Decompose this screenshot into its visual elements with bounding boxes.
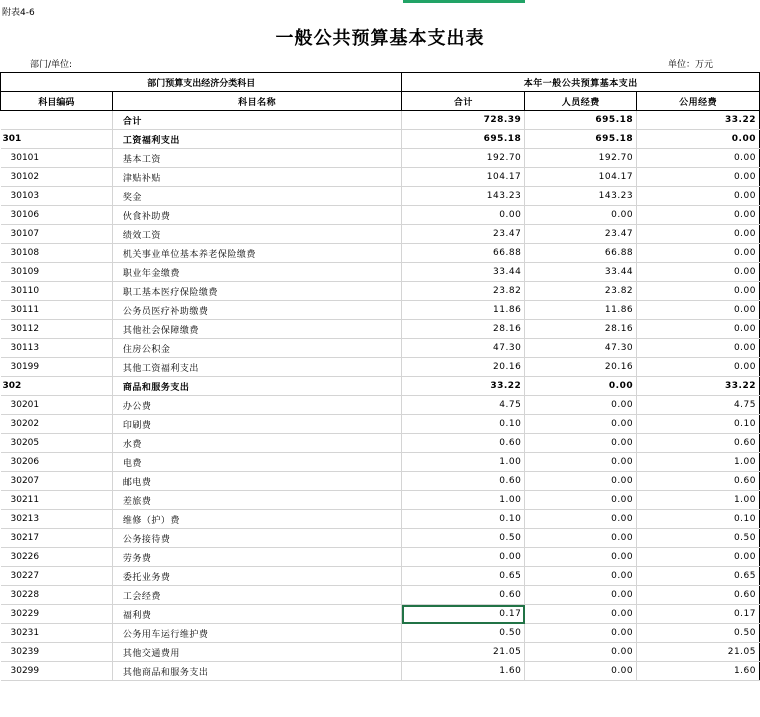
table-row: [1, 301, 760, 320]
active-column-indicator: [403, 0, 525, 3]
cell-total[interactable]: 0.60: [402, 586, 525, 605]
cell-personnel[interactable]: 28.16: [525, 320, 637, 339]
cell-name[interactable]: 办公费: [112, 396, 402, 415]
cell-personnel[interactable]: 0.00: [525, 624, 637, 643]
table-row: [1, 282, 760, 301]
table-row: [1, 187, 760, 206]
cell-public[interactable]: 1.60: [637, 662, 760, 681]
cell-public[interactable]: 0.60: [637, 472, 760, 491]
cell-total[interactable]: 23.47: [402, 225, 525, 244]
cell-code[interactable]: 30228: [1, 586, 113, 605]
cell-public[interactable]: 0.10: [637, 415, 760, 434]
cell-name[interactable]: 公务员医疗补助缴费: [112, 301, 402, 320]
table-row: [1, 244, 760, 263]
cell-total[interactable]: 192.70: [402, 149, 525, 168]
cell-personnel[interactable]: 0.00: [525, 586, 637, 605]
cell-total[interactable]: 1.60: [402, 662, 525, 681]
cell-total[interactable]: 33.22: [402, 377, 525, 396]
table-row: [1, 149, 760, 168]
cell-code[interactable]: 30103: [1, 187, 113, 206]
sheet-top-edge: [0, 0, 760, 3]
cell-personnel[interactable]: 0.00: [525, 206, 637, 225]
cell-code[interactable]: 30211: [1, 491, 113, 510]
cell-name[interactable]: 劳务费: [112, 548, 402, 567]
cell-personnel[interactable]: 0.00: [525, 567, 637, 586]
cell-personnel[interactable]: 0.00: [525, 605, 637, 624]
header-personnel[interactable]: 人员经费: [525, 92, 637, 111]
table-row: [1, 662, 760, 681]
cell-personnel[interactable]: 0.00: [525, 415, 637, 434]
cell-total[interactable]: 143.23: [402, 187, 525, 206]
cell-total[interactable]: 0.60: [402, 472, 525, 491]
cell-personnel[interactable]: 0.00: [525, 510, 637, 529]
cell-personnel[interactable]: 47.30: [525, 339, 637, 358]
cell-public[interactable]: 0.00: [637, 263, 760, 282]
table-row: [1, 206, 760, 225]
cell-public[interactable]: 0.00: [637, 130, 760, 149]
cell-name[interactable]: 维修（护）费: [112, 510, 402, 529]
cell-personnel[interactable]: 0.00: [525, 529, 637, 548]
cell-name[interactable]: 工会经费: [112, 586, 402, 605]
cell-code[interactable]: 30217: [1, 529, 113, 548]
table-row: [1, 472, 760, 491]
cell-code[interactable]: 30239: [1, 643, 113, 662]
cell-personnel[interactable]: 0.00: [525, 491, 637, 510]
page-title: 一般公共预算基本支出表: [275, 28, 485, 49]
cell-public[interactable]: 0.00: [637, 187, 760, 206]
cell-total[interactable]: 21.05: [402, 643, 525, 662]
table-row: [1, 168, 760, 187]
cell-total[interactable]: 11.86: [402, 301, 525, 320]
cell-code[interactable]: 30231: [1, 624, 113, 643]
header-public[interactable]: 公用经费: [637, 92, 760, 111]
cell-public[interactable]: 0.17: [637, 605, 760, 624]
cell-public[interactable]: 4.75: [637, 396, 760, 415]
table-row: [1, 586, 760, 605]
cell-code[interactable]: 30109: [1, 263, 113, 282]
cell-public[interactable]: 0.00: [637, 282, 760, 301]
header-code[interactable]: 科目编码: [1, 92, 113, 111]
cell-personnel[interactable]: 33.44: [525, 263, 637, 282]
cell-personnel[interactable]: 20.16: [525, 358, 637, 377]
cell-personnel[interactable]: 0.00: [525, 643, 637, 662]
cell-public[interactable]: 0.00: [637, 206, 760, 225]
cell-name[interactable]: 电费: [112, 453, 402, 472]
cell-public[interactable]: 0.50: [637, 529, 760, 548]
cell-total[interactable]: 1.00: [402, 453, 525, 472]
cell-personnel[interactable]: 0.00: [525, 548, 637, 567]
cell-public[interactable]: 21.05: [637, 643, 760, 662]
cell-public[interactable]: 0.50: [637, 624, 760, 643]
table-row: [1, 453, 760, 472]
cell-public[interactable]: 33.22: [637, 111, 760, 130]
cell-name[interactable]: 其他交通费用: [112, 643, 402, 662]
cell-public[interactable]: 0.00: [637, 320, 760, 339]
cell-name[interactable]: 公务接待费: [112, 529, 402, 548]
cell-code[interactable]: 30101: [1, 149, 113, 168]
cell-name[interactable]: 职工基本医疗保险缴费: [112, 282, 402, 301]
cell-name[interactable]: 福利费: [112, 605, 402, 624]
cell-public[interactable]: 0.00: [637, 225, 760, 244]
cell-name[interactable]: 其他商品和服务支出: [112, 662, 402, 681]
cell-code[interactable]: 30202: [1, 415, 113, 434]
cell-personnel[interactable]: 11.86: [525, 301, 637, 320]
cell-name[interactable]: 印刷费: [112, 415, 402, 434]
cell-name[interactable]: 邮电费: [112, 472, 402, 491]
cell-name[interactable]: 机关事业单位基本养老保险缴费: [112, 244, 402, 263]
cell-personnel[interactable]: 695.18: [525, 111, 637, 130]
attachment-label: 附表4-6: [2, 8, 35, 18]
cell-public[interactable]: 0.10: [637, 510, 760, 529]
table-row: [1, 529, 760, 548]
cell-total[interactable]: 33.44: [402, 263, 525, 282]
cell-total[interactable]: 0.50: [402, 624, 525, 643]
cell-name[interactable]: 住房公积金: [112, 339, 402, 358]
table-row: [1, 339, 760, 358]
table-row: [1, 263, 760, 282]
cell-name[interactable]: 合计: [112, 111, 402, 130]
cell-total[interactable]: 0.10: [402, 510, 525, 529]
table-row: [1, 491, 760, 510]
cell-total[interactable]: 28.16: [402, 320, 525, 339]
cell-name[interactable]: 奖金: [112, 187, 402, 206]
cell-code[interactable]: 30227: [1, 567, 113, 586]
cell-code[interactable]: [1, 111, 113, 130]
cell-total[interactable]: 0.17: [402, 605, 525, 624]
cell-public[interactable]: 0.00: [637, 339, 760, 358]
table-row: [1, 396, 760, 415]
cell-code[interactable]: 30107: [1, 225, 113, 244]
cell-personnel[interactable]: 0.00: [525, 453, 637, 472]
cell-code[interactable]: 30113: [1, 339, 113, 358]
cell-code[interactable]: 30206: [1, 453, 113, 472]
header-total[interactable]: 合计: [402, 92, 525, 111]
cell-personnel[interactable]: 0.00: [525, 662, 637, 681]
cell-total[interactable]: 0.00: [402, 206, 525, 225]
table-row: [1, 130, 760, 149]
cell-code[interactable]: 30111: [1, 301, 113, 320]
cell-personnel[interactable]: 66.88: [525, 244, 637, 263]
budget-table: [0, 72, 760, 681]
cell-code[interactable]: 30299: [1, 662, 113, 681]
cell-total[interactable]: 4.75: [402, 396, 525, 415]
table-row: [1, 510, 760, 529]
cell-code[interactable]: 30226: [1, 548, 113, 567]
cell-personnel[interactable]: 0.00: [525, 472, 637, 491]
cell-public[interactable]: 0.00: [637, 358, 760, 377]
table-row: [1, 415, 760, 434]
cell-public[interactable]: 0.60: [637, 586, 760, 605]
cell-personnel[interactable]: 143.23: [525, 187, 637, 206]
cell-name[interactable]: 公务用车运行维护费: [112, 624, 402, 643]
cell-total[interactable]: 0.00: [402, 548, 525, 567]
cell-public[interactable]: 0.00: [637, 168, 760, 187]
cell-total[interactable]: 0.60: [402, 434, 525, 453]
cell-total[interactable]: 0.65: [402, 567, 525, 586]
header-group-right[interactable]: 本年一般公共预算基本支出: [402, 73, 760, 92]
cell-public[interactable]: 0.60: [637, 434, 760, 453]
cell-code[interactable]: 30110: [1, 282, 113, 301]
cell-total[interactable]: 728.39: [402, 111, 525, 130]
cell-code[interactable]: 30229: [1, 605, 113, 624]
department-label: 部门/单位:: [30, 60, 73, 70]
cell-code[interactable]: 301: [1, 130, 113, 149]
cell-name[interactable]: 职业年金缴费: [112, 263, 402, 282]
cell-code[interactable]: 30207: [1, 472, 113, 491]
cell-public[interactable]: 0.00: [637, 244, 760, 263]
cell-total[interactable]: 695.18: [402, 130, 525, 149]
table-row: [1, 548, 760, 567]
cell-public[interactable]: 0.00: [637, 149, 760, 168]
table-header-group-row: [1, 73, 760, 92]
cell-code[interactable]: 30205: [1, 434, 113, 453]
table-row: [1, 605, 760, 624]
cell-total[interactable]: 20.16: [402, 358, 525, 377]
cell-code[interactable]: 30106: [1, 206, 113, 225]
cell-public[interactable]: 1.00: [637, 491, 760, 510]
cell-code[interactable]: 30201: [1, 396, 113, 415]
cell-name[interactable]: 其他社会保障缴费: [112, 320, 402, 339]
table-row: [1, 434, 760, 453]
cell-name[interactable]: 水费: [112, 434, 402, 453]
cell-code[interactable]: 30102: [1, 168, 113, 187]
table-row: [1, 225, 760, 244]
cell-name[interactable]: 绩效工资: [112, 225, 402, 244]
cell-name[interactable]: 其他工资福利支出: [112, 358, 402, 377]
cell-total[interactable]: 0.50: [402, 529, 525, 548]
cell-total[interactable]: 66.88: [402, 244, 525, 263]
cell-total[interactable]: 47.30: [402, 339, 525, 358]
table-row: [1, 377, 760, 396]
cell-total[interactable]: 104.17: [402, 168, 525, 187]
cell-code[interactable]: 30199: [1, 358, 113, 377]
table-header-row: [1, 92, 760, 111]
cell-personnel[interactable]: 23.82: [525, 282, 637, 301]
cell-public[interactable]: 33.22: [637, 377, 760, 396]
cell-total[interactable]: 1.00: [402, 491, 525, 510]
cell-personnel[interactable]: 695.18: [525, 130, 637, 149]
cell-code[interactable]: 302: [1, 377, 113, 396]
cell-name[interactable]: 商品和服务支出: [112, 377, 402, 396]
cell-total[interactable]: 0.10: [402, 415, 525, 434]
cell-name[interactable]: 基本工资: [112, 149, 402, 168]
cell-name[interactable]: 伙食补助费: [112, 206, 402, 225]
cell-personnel[interactable]: 23.47: [525, 225, 637, 244]
cell-name[interactable]: 津贴补贴: [112, 168, 402, 187]
cell-personnel[interactable]: 0.00: [525, 377, 637, 396]
unit-label: 单位：万元: [668, 60, 714, 70]
cell-personnel[interactable]: 192.70: [525, 149, 637, 168]
cell-total[interactable]: 23.82: [402, 282, 525, 301]
header-name[interactable]: 科目名称: [112, 92, 402, 111]
cell-public[interactable]: 1.00: [637, 453, 760, 472]
cell-public[interactable]: 0.65: [637, 567, 760, 586]
cell-public[interactable]: 0.00: [637, 301, 760, 320]
table-row: [1, 358, 760, 377]
cell-personnel[interactable]: 0.00: [525, 434, 637, 453]
cell-code[interactable]: 30112: [1, 320, 113, 339]
table-row: [1, 567, 760, 586]
header-group-left[interactable]: 部门预算支出经济分类科目: [1, 73, 402, 92]
cell-name[interactable]: 委托业务费: [112, 567, 402, 586]
cell-code[interactable]: 30108: [1, 244, 113, 263]
table-row: [1, 111, 760, 130]
cell-name[interactable]: 工资福利支出: [112, 130, 402, 149]
cell-personnel[interactable]: 104.17: [525, 168, 637, 187]
table-row: [1, 320, 760, 339]
table-row: [1, 624, 760, 643]
cell-personnel[interactable]: 0.00: [525, 396, 637, 415]
cell-public[interactable]: 0.00: [637, 548, 760, 567]
cell-code[interactable]: 30213: [1, 510, 113, 529]
table-row: [1, 643, 760, 662]
cell-name[interactable]: 差旅费: [112, 491, 402, 510]
